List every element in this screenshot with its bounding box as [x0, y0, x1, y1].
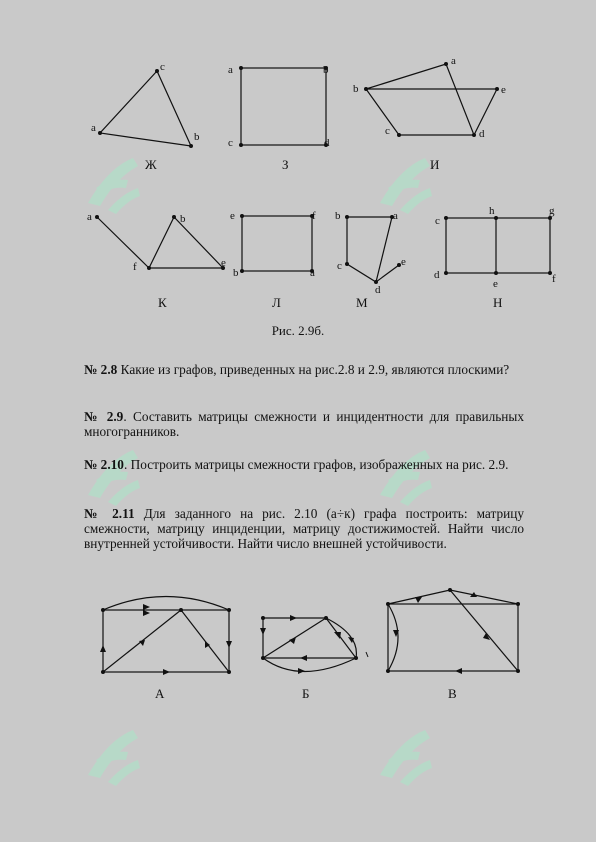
watermark-logo-icon [370, 440, 440, 510]
problem-number: № 2.9 [84, 409, 124, 424]
graph-label-zh: Ж [145, 157, 157, 172]
problem-2-9 [84, 409, 524, 439]
problem-number: № 2.10 [84, 457, 124, 472]
watermark-logo-icon [78, 720, 148, 790]
figure-caption: Рис. 2.9б. [271, 323, 325, 338]
vertex-label: d [434, 269, 440, 281]
graph-label-b: Б [302, 686, 310, 701]
vertex-label: c [435, 215, 440, 227]
vertex-label: a [228, 64, 233, 76]
vertex-label: a [91, 122, 96, 134]
graph-label-z: З [282, 157, 289, 172]
vertex-label: d [324, 137, 330, 149]
problem-2-8 [84, 362, 524, 377]
vertex-label: a [310, 267, 315, 279]
vertex-label: e [493, 278, 498, 290]
vertex-label: f [133, 261, 137, 273]
watermark-logo-icon [370, 720, 440, 790]
vertex-label: a [393, 210, 398, 222]
vertex-label: b [180, 213, 186, 225]
vertex-label: f [312, 210, 316, 222]
problem-text: Какие из графов, приведенных на рис.2.8 и 2.9, являются плоскими? [117, 362, 510, 377]
graph-label-m: М [356, 295, 368, 310]
vertex-label: c [228, 137, 233, 149]
graph-label-n: Н [493, 295, 503, 310]
vertex-label: e [221, 257, 226, 269]
watermark-logo-icon [78, 440, 148, 510]
vertex-label: e [501, 84, 506, 96]
vertex-label: b [335, 210, 341, 222]
problem-text: . Построить матрицы смежности графов, изображенных на рис. 2.9. [123, 457, 509, 472]
graph-label-l: Л [272, 295, 281, 310]
problem-text: . Составить матрицы смежности и инцидентности для правильных многогранников. [84, 409, 524, 439]
problem-text: Для заданного на рис. 2.10 (а÷к) графа построить: матрицу смежности, матрицу инциденции, матрицу достижимостей. Найти число внутренней устойчивости. Найти число внешней устойчивости. [84, 506, 524, 551]
vertex-label: a [87, 211, 92, 223]
vertex-label: e [401, 256, 406, 268]
vertex-label: a [451, 55, 456, 67]
vertex-label: c [385, 125, 390, 137]
vertex-label: h [489, 205, 495, 217]
graphs-figure-bottom [0, 585, 596, 715]
vertex-label: f [552, 273, 556, 285]
vertex-label: b [194, 131, 200, 143]
vertex-label: d [375, 284, 381, 296]
problem-number: № 2.11 [84, 506, 135, 521]
vertex-label: c [337, 260, 342, 272]
vertex-label: b [353, 83, 359, 95]
vertex-label: b [233, 267, 239, 279]
problem-2-10 [84, 457, 524, 472]
graphs-figure-top [0, 0, 596, 320]
graph-label-k: К [158, 295, 167, 310]
problem-number: № 2.8 [84, 362, 118, 377]
graph-label-i: И [430, 157, 440, 172]
graph-label-a: А [155, 686, 165, 701]
problem-2-11 [84, 506, 524, 551]
graph-label-v: В [448, 686, 457, 701]
vertex-label: c [160, 61, 165, 73]
vertex-label: g [549, 205, 555, 217]
vertex-label: e [230, 210, 235, 222]
vertex-label: b [323, 64, 329, 76]
vertex-label: d [479, 128, 485, 140]
